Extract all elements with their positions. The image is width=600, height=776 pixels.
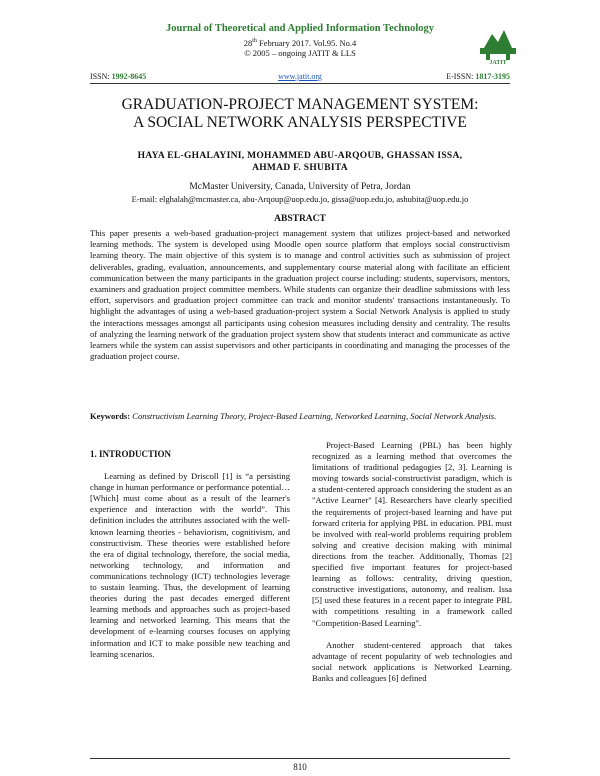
authors-line-1: HAYA EL-GHALAYINI, MOHAMMED ABU-ARQOUB, GHASSAN ISSA, bbox=[137, 151, 463, 161]
journal-url-link[interactable]: www.jatit.org bbox=[278, 72, 322, 81]
authors-line-2: AHMAD F. SHUBITA bbox=[252, 163, 348, 173]
body-column-left bbox=[90, 449, 290, 671]
journal-copyright: © 2005 – ongoing JATIT & LLS bbox=[244, 48, 356, 58]
authors bbox=[60, 150, 540, 174]
journal-title: Journal of Theoretical and Applied Information Technology bbox=[166, 23, 434, 34]
keywords-text: Constructivism Learning Theory, Project-Based Learning, Networked Learning, Social Network Analysis. bbox=[132, 411, 497, 421]
issue-rest: February 2017. Vol.95. No.4 bbox=[259, 38, 357, 48]
section-heading-introduction: 1. INTRODUCTION bbox=[90, 449, 172, 459]
paragraph: Another student-centered approach that takes advantage of recent popularity of web technologies and social network applications is Networked Learning. Banks and colleagues [6] defined bbox=[312, 639, 512, 683]
page-number: 810 bbox=[293, 762, 307, 772]
keywords bbox=[90, 411, 510, 422]
footer-divider bbox=[90, 758, 510, 759]
title-line-1: GRADUATION-PROJECT MANAGEMENT SYSTEM: bbox=[121, 96, 479, 113]
paragraph: Learning as defined by Driscoll [1] is “a persisting change in human performance or performance potential… [Which] must come about as a result of the learner's experience and interaction with the world”. This definition includes the attributes associated with the well-known learning theories - behaviorism, cognitivism, and constructivism. These theories were established before the era of digital technology, therefore, the social media, networking technology, and information and communications technology (ICT) technologies leverage to sustain learning. Thus, the development of learning theories during the past decades emerged different learning methods and approaches such as project-based learning and networked learning. This means that the development of e-learning courses focuses on applying information and ICT to make possible new teaching and learning scenarios. bbox=[90, 471, 290, 659]
paragraph: Project-Based Learning (PBL) has been highly recognized as a learning method that overcomes the limitations of traditional pedagogies [2, 3]. Learning is moving towards social-constructivist paradigm, which is a student-centered approach considering the student as an "Active Learner" [4]. Researchers have clearly specified the requirements of project-based learning and have put forward criteria for applying PBL in education. PBL must be involved with real-world problems requiring problem solving and creative decision making with minimal directions from the teacher. Additionally, Thomas [2] specified five important features for project-based learning as follows: centrality, driving question, constructive investigations, autonomy, and realism. Issa [5] used these features in a recent paper to integrate PBL with competitions resulting in a framework called "Competition-Based Learning". bbox=[312, 440, 512, 628]
author-emails: E-mail: elghalah@mcmaster.ca, abu-Arqoup@uop.edu.jo, gissa@uop.edu.jo, ashubita@uop.edu.jo bbox=[131, 194, 469, 204]
issn: ISSN: 1992-8645 bbox=[90, 72, 147, 81]
header-divider bbox=[90, 83, 510, 84]
issue-day: 28 bbox=[243, 38, 253, 48]
body-column-right bbox=[312, 440, 512, 695]
issn-row bbox=[90, 72, 510, 82]
affiliation: McMaster University, Canada, University of Petra, Jordan bbox=[189, 182, 411, 192]
journal-issue bbox=[80, 38, 520, 48]
jatit-logo-icon bbox=[478, 28, 518, 62]
issue-day-suffix: th bbox=[252, 38, 257, 45]
keywords-label: Keywords: bbox=[90, 411, 131, 421]
title-line-2: A SOCIAL NETWORK ANALYSIS PERSPECTIVE bbox=[133, 114, 467, 131]
paper-title bbox=[60, 96, 540, 132]
logo-text: JATIT bbox=[489, 60, 507, 66]
abstract-heading: ABSTRACT bbox=[274, 214, 326, 224]
abstract-text: This paper presents a web-based graduation-project management system that utilizes project-based and networked learning methods. The system is developed using Moodle open source platform that employs social constructivism learning theory. The main objective of this system is to manage and control activities such as submission of project deliverables, grading, evaluation, announcements, and supplementary course material along with facilitate an efficient communication between the many participants in the graduation project course including: students, supervisors, mentors, examiners and graduation project committee members. While students can organize their deadline submissions with less effort, supervisors and graduation project committee can track and monitor students' transactions instantaneously. To highlight the advantages of using a web-based graduation-project system a Social Network Analysis is applied to study the interactions messages amongst all participants using cohesion measures including density and centrality. The results of analyzing the learning network of the graduation project system show that students interact and communicate as active learners while the system can assist supervisors and other participants in coordinating and managing the processes of the graduation project course. bbox=[90, 228, 510, 362]
eissn: E-ISSN: 1817-3195 bbox=[446, 72, 510, 81]
